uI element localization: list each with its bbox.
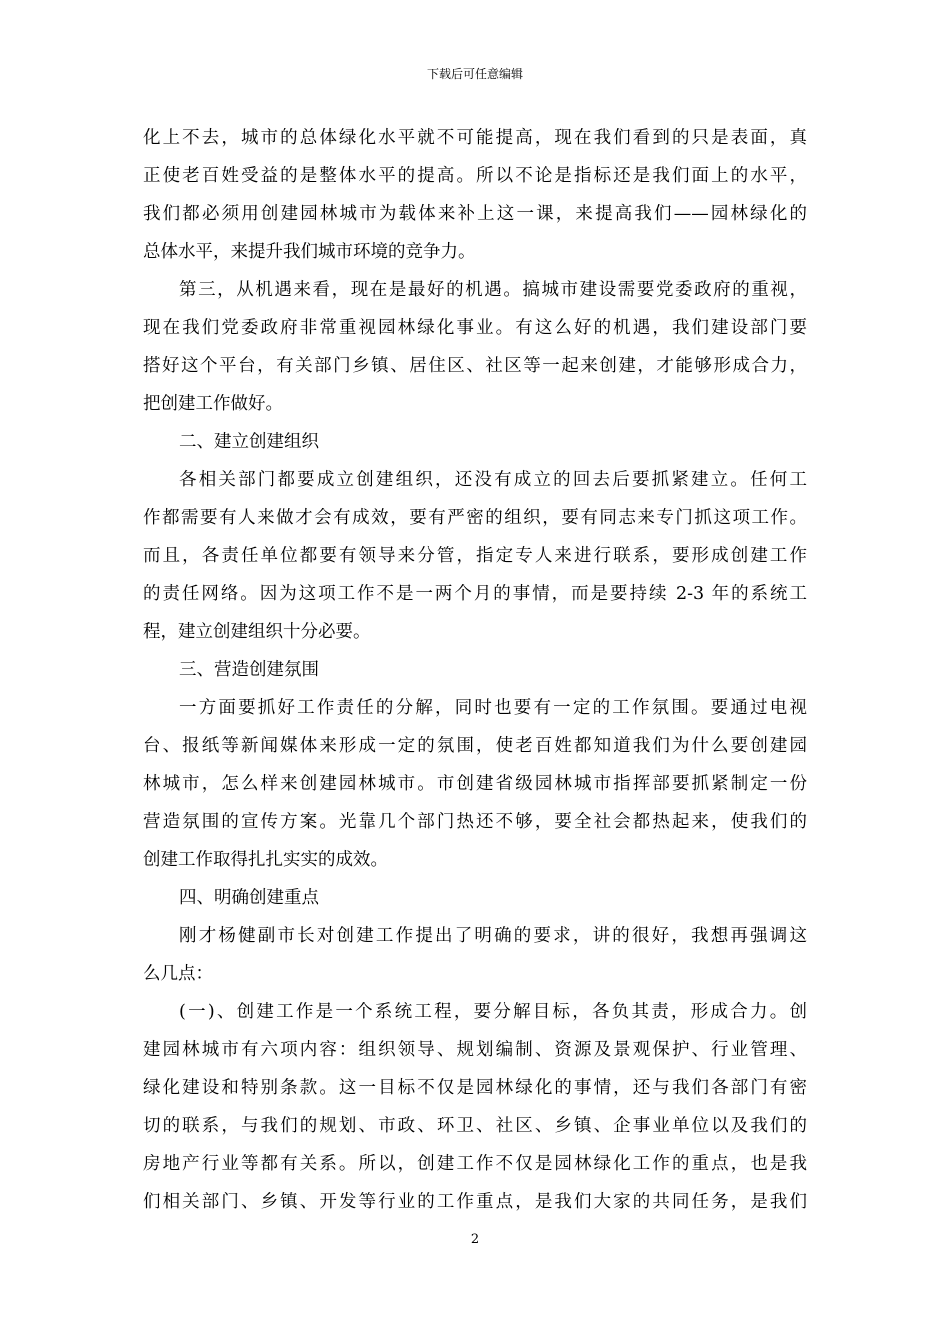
section-heading: 三、营造创建氛围	[179, 660, 319, 680]
text-line: 台、报纸等新闻媒体来形成一定的氛围，使老百姓都知道我们为什么要创建园	[143, 736, 807, 756]
page-number: 2	[470, 1232, 480, 1247]
page-header: 下载后可任意编辑	[426, 67, 523, 81]
text-line: 房地产行业等都有关系。所以，创建工作不仅是园林绿化工作的重点，也是我	[143, 1154, 807, 1174]
text-line: 总体水平，来提升我们城市环境的竞争力。	[143, 242, 476, 262]
text-line: 现在我们党委政府非常重视园林绿化事业。有这么好的机遇，我们建设部门要	[143, 318, 807, 338]
section-heading: 四、明确创建重点	[179, 888, 319, 908]
text-line: 绿化建设和特别条款。这一目标不仅是园林绿化的事情，还与我们各部门有密	[143, 1078, 807, 1098]
text-line: 正使老百姓受益的是整体水平的提高。所以不论是指标还是我们面上的水平，	[143, 166, 807, 186]
section-heading: 二、建立创建组织	[179, 432, 319, 452]
text-line: 么几点：	[143, 964, 213, 984]
text-line: 一方面要抓好工作责任的分解，同时也要有一定的工作氛围。要通过电视	[179, 698, 807, 718]
document-body	[143, 119, 807, 1221]
text-line: 营造氛围的宣传方案。光靠几个部门热还不够，要全社会都热起来，使我们的	[143, 812, 807, 832]
text-line: (一)、创建工作是一个系统工程，要分解目标，各负其责，形成合力。创	[179, 1002, 807, 1022]
text-line: 把创建工作做好。	[143, 394, 283, 414]
text-line: 们相关部门、乡镇、开发等行业的工作重点，是我们大家的共同任务，是我们	[143, 1192, 807, 1212]
text-line: 搭好这个平台，有关部门乡镇、居住区、社区等一起来创建，才能够形成合力，	[143, 356, 807, 376]
text-line: 林城市，怎么样来创建园林城市。市创建省级园林城市指挥部要抓紧制定一份	[143, 774, 807, 794]
text-line: 各相关部门都要成立创建组织，还没有成立的回去后要抓紧建立。任何工	[179, 470, 807, 490]
text-line: 作都需要有人来做才会有成效，要有严密的组织，要有同志来专门抓这项工作。	[143, 508, 807, 528]
text-line: 第三，从机遇来看，现在是最好的机遇。搞城市建设需要党委政府的重视，	[179, 280, 807, 300]
text-line: 化上不去，城市的总体绿化水平就不可能提高，现在我们看到的只是表面，真	[143, 128, 807, 148]
text-line: 我们都必须用创建园林城市为载体来补上这一课，来提高我们——园林绿化的	[143, 204, 807, 224]
text-line: 程，建立创建组织十分必要。	[143, 622, 371, 642]
text-line: 创建工作取得扎扎实实的成效。	[143, 850, 388, 870]
text-line: 刚才杨健副市长对创建工作提出了明确的要求，讲的很好，我想再强调这	[179, 926, 807, 946]
text-line: 而且，各责任单位都要有领导来分管，指定专人来进行联系，要形成创建工作	[143, 546, 807, 566]
text-line: 切的联系，与我们的规划、市政、环卫、社区、乡镇、企事业单位以及我们的	[143, 1116, 807, 1136]
text-line: 建园林城市有六项内容：组织领导、规划编制、资源及景观保护、行业管理、	[143, 1040, 807, 1060]
text-line: 的责任网络。因为这项工作不是一两个月的事情，而是要持续 2-3 年的系统工	[143, 584, 807, 604]
